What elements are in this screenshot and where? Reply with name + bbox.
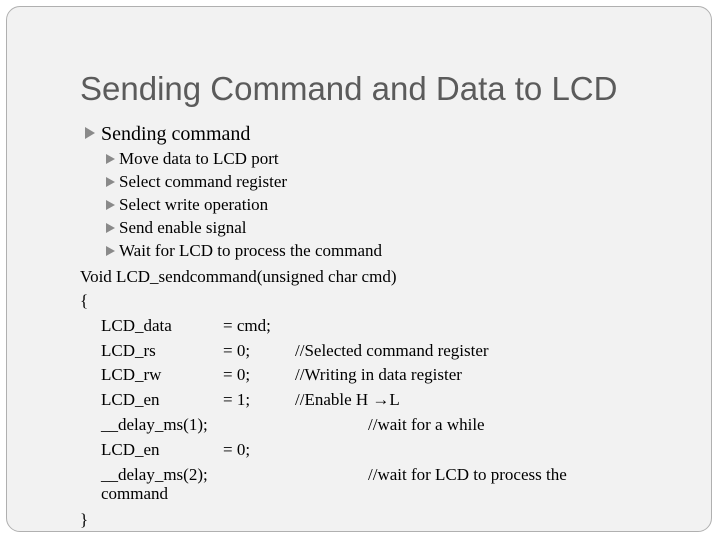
sub-bullet (106, 194, 268, 216)
code-assign: = 0; (223, 341, 251, 360)
code-var: LCD_en (101, 440, 160, 459)
code-comment-wrap: command (101, 484, 169, 503)
code-comment: //Writing in data register (295, 365, 462, 384)
code-assign: = 0; (223, 440, 251, 459)
code-var: LCD_rw (101, 365, 162, 384)
code-assign: = 1; (223, 390, 251, 409)
bullet-text: Sending command (101, 123, 251, 145)
sub-bullet-text: Wait for LCD to process the command (119, 241, 383, 260)
code-call: __delay_ms(2); (101, 465, 208, 484)
bullet-level1 (85, 122, 250, 146)
function-signature: Void LCD_sendcommand(unsigned char cmd) (80, 267, 397, 286)
code-comment: //wait for LCD to process the (368, 465, 567, 484)
code-comment: //wait for a while (368, 415, 485, 434)
code-var: LCD_rs (101, 341, 156, 360)
close-brace: } (80, 510, 89, 529)
sub-bullet-text: Select write operation (119, 195, 269, 214)
code-comment: //Selected command register (295, 341, 489, 360)
sub-bullet (106, 148, 279, 170)
code-comment: //Enable H →L (295, 390, 400, 409)
code-assign: = 0; (223, 365, 251, 384)
sub-bullet (106, 171, 287, 193)
code-call: __delay_ms(1); (101, 415, 208, 434)
bullet-arrow-icon (106, 223, 115, 233)
open-brace: { (80, 291, 89, 310)
slide (6, 6, 712, 532)
sub-bullet-text: Send enable signal (119, 218, 247, 237)
code-assign: = cmd; (223, 316, 271, 335)
bullet-arrow-icon (106, 177, 115, 187)
sub-bullet (106, 217, 246, 239)
slide-title: Sending Command and Data to LCD (80, 70, 618, 107)
sub-bullet-text: Select command register (119, 172, 288, 191)
bullet-arrow-icon (106, 154, 115, 164)
sub-bullet (106, 240, 382, 262)
bullet-arrow-icon (106, 200, 115, 210)
code-var: LCD_en (101, 390, 160, 409)
code-var: LCD_data (101, 316, 172, 335)
bullet-arrow-icon (85, 127, 95, 139)
sub-bullet-text: Move data to LCD port (119, 149, 279, 168)
bullet-arrow-icon (106, 246, 115, 256)
